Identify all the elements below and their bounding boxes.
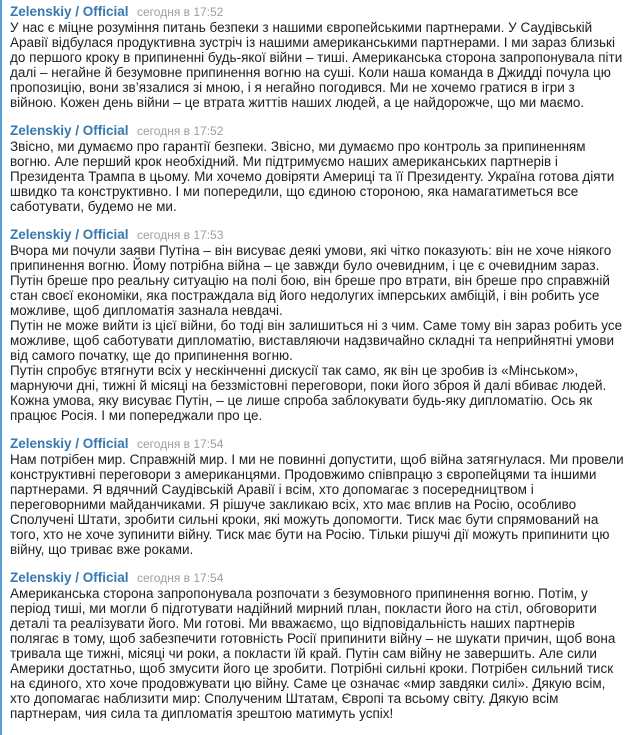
channel-name-link[interactable]: Zelenskiy / Official	[10, 227, 129, 242]
post-timestamp: сегодня в 17:54	[137, 437, 224, 451]
left-accent-bar	[0, 0, 2, 735]
channel-name-link[interactable]: Zelenskiy / Official	[10, 4, 129, 19]
post-header	[10, 436, 624, 452]
post-body	[10, 452, 624, 557]
channel-name-link[interactable]: Zelenskiy / Official	[10, 570, 129, 585]
channel-name-link[interactable]: Zelenskiy / Official	[10, 123, 129, 138]
post-timestamp: сегодня в 17:52	[137, 5, 224, 19]
channel-post	[10, 436, 624, 557]
post-body	[10, 586, 624, 721]
channel-post	[10, 123, 624, 214]
post-text: Нам потрібен мир. Справжній мир. І ми не повинні допустити, щоб війна затягнулася. Ми провели конструктивні переговори з американцями. Продовжимо співпрацю з європейцями та іншими партнерами. Я вдячний Саудівській Аравії і всім, хто допомагає з посередництвом і переговорними майданчиками. Я рішуче закликаю всіх, хто має вплив на Росію, особливо Сполучені Штати, зробити сильні кроки, які можуть допомогти. Тиск має бути спрямований на того, хто не хоче зупинити війну. Тиск має бути на Росію. Тільки рішучі дії можуть припинити цю війну, що триває вже роками.	[10, 452, 624, 557]
channel-post	[10, 4, 624, 110]
post-text: У нас є міцне розуміння питань безпеки з нашими європейськими партнерами. У Саудівській Аравії відбулася продуктивна зустріч із нашими американськими партнерами. І ми зараз близькі до першого кроку в припиненні будь-якої війни – тиші. Американська сторона запропонувала піти далі – негайне й безумовне припинення вогню на суші. Коли наша команда в Джидді почула цю пропозицію, вони зв’язалися зі мною, і я негайно погодився. Ми не хочемо гратися в ігри з війною. Кожен день війни – це втрата життів наших людей, а це найдорожче, що ми маємо.	[10, 20, 623, 110]
post-body	[10, 243, 624, 423]
post-header	[10, 227, 624, 243]
channel-name-link[interactable]: Zelenskiy / Official	[10, 436, 129, 451]
post-text: Звісно, ми думаємо про гарантії безпеки. Звісно, ми думаємо про контроль за припиненням вогню. Але перший крок необхідний. Ми підтримуємо наших американських партнерів і Президента Трампа в цьому. Ми хочемо довіряти Америці та її Президенту. Україна готова діяти швидко та конструктивно. І ми попередили, що єдиною стороною, яка намагатиметься все саботувати, будемо не ми.	[10, 139, 615, 214]
post-timestamp: сегодня в 17:53	[137, 228, 224, 242]
channel-post	[10, 570, 624, 721]
post-text: Путін не може вийти із цієї війни, бо тоді він залишиться ні з чим. Саме тому він зараз робить усе можливе, щоб саботувати дипломатію, виставляючи надзвичайно складні та неприйнятні умови від самого початку, ще до припинення вогню.	[10, 318, 623, 363]
post-text: Вчора ми почули заяви Путіна – він висуває деякі умови, які чітко показують: він не хоче ніякого припинення вогню. Йому потрібна війна – це завжди було очевидним, і це є очевидним зараз.	[10, 243, 612, 273]
post-body	[10, 20, 624, 110]
post-timestamp: сегодня в 17:52	[137, 124, 224, 138]
post-text: Путін спробує втягнути всіх у нескінченні дискусії так само, як він це зробив із «Мінськом», марнуючи дні, тижні й місяці на беззмістовні переговори, поки його зброя й далі вбиває людей. Кожна умова, яку висуває Путін, – це лише спроба заблокувати будь-яку дипломатію. Ось як працює Росія. І ми попереджали про це.	[10, 363, 607, 423]
post-text: Американська сторона запропонувала розпочати з безумовного припинення вогню. Потім, у період тиші, ми могли б підготувати надійний мирний план, покласти його на стіл, обговорити деталі та реалізувати його. Ми готові. Ми вважаємо, що відповідальність наших партнерів полягає в тому, щоб забезпечити готовність Росії припинити війну – не шукати причин, щоб вона тривала ще тижні, місяці чи роки, а покласти їй край. Путін сам війну не завершить. Але сили Америки достатньо, щоб змусити його це зробити. Потрібні сильні кроки. Потрібен сильний тиск на єдиного, хто хоче продовжувати цю війну. Саме це означає «мир завдяки силі». Дякую всім, хто допомагає наблизити мир: Сполученим Штатам, Європі та всьому світу. Дякую всім партнерам, чия сила та дипломатія зрештою матимуть успіх!	[10, 586, 616, 721]
post-header	[10, 4, 624, 20]
post-text: Путін бреше про реальну ситуацію на полі бою, він бреше про втрати, він бреше про справжній стан своєї економіки, яка постраждала від його недолугих імперських амбіцій, і він робить усе можливе, щоб дипломатія зазнала невдачі.	[10, 273, 610, 318]
post-timestamp: сегодня в 17:54	[137, 571, 224, 585]
post-body	[10, 139, 624, 214]
channel-post	[10, 227, 624, 423]
post-header	[10, 570, 624, 586]
post-header	[10, 123, 624, 139]
